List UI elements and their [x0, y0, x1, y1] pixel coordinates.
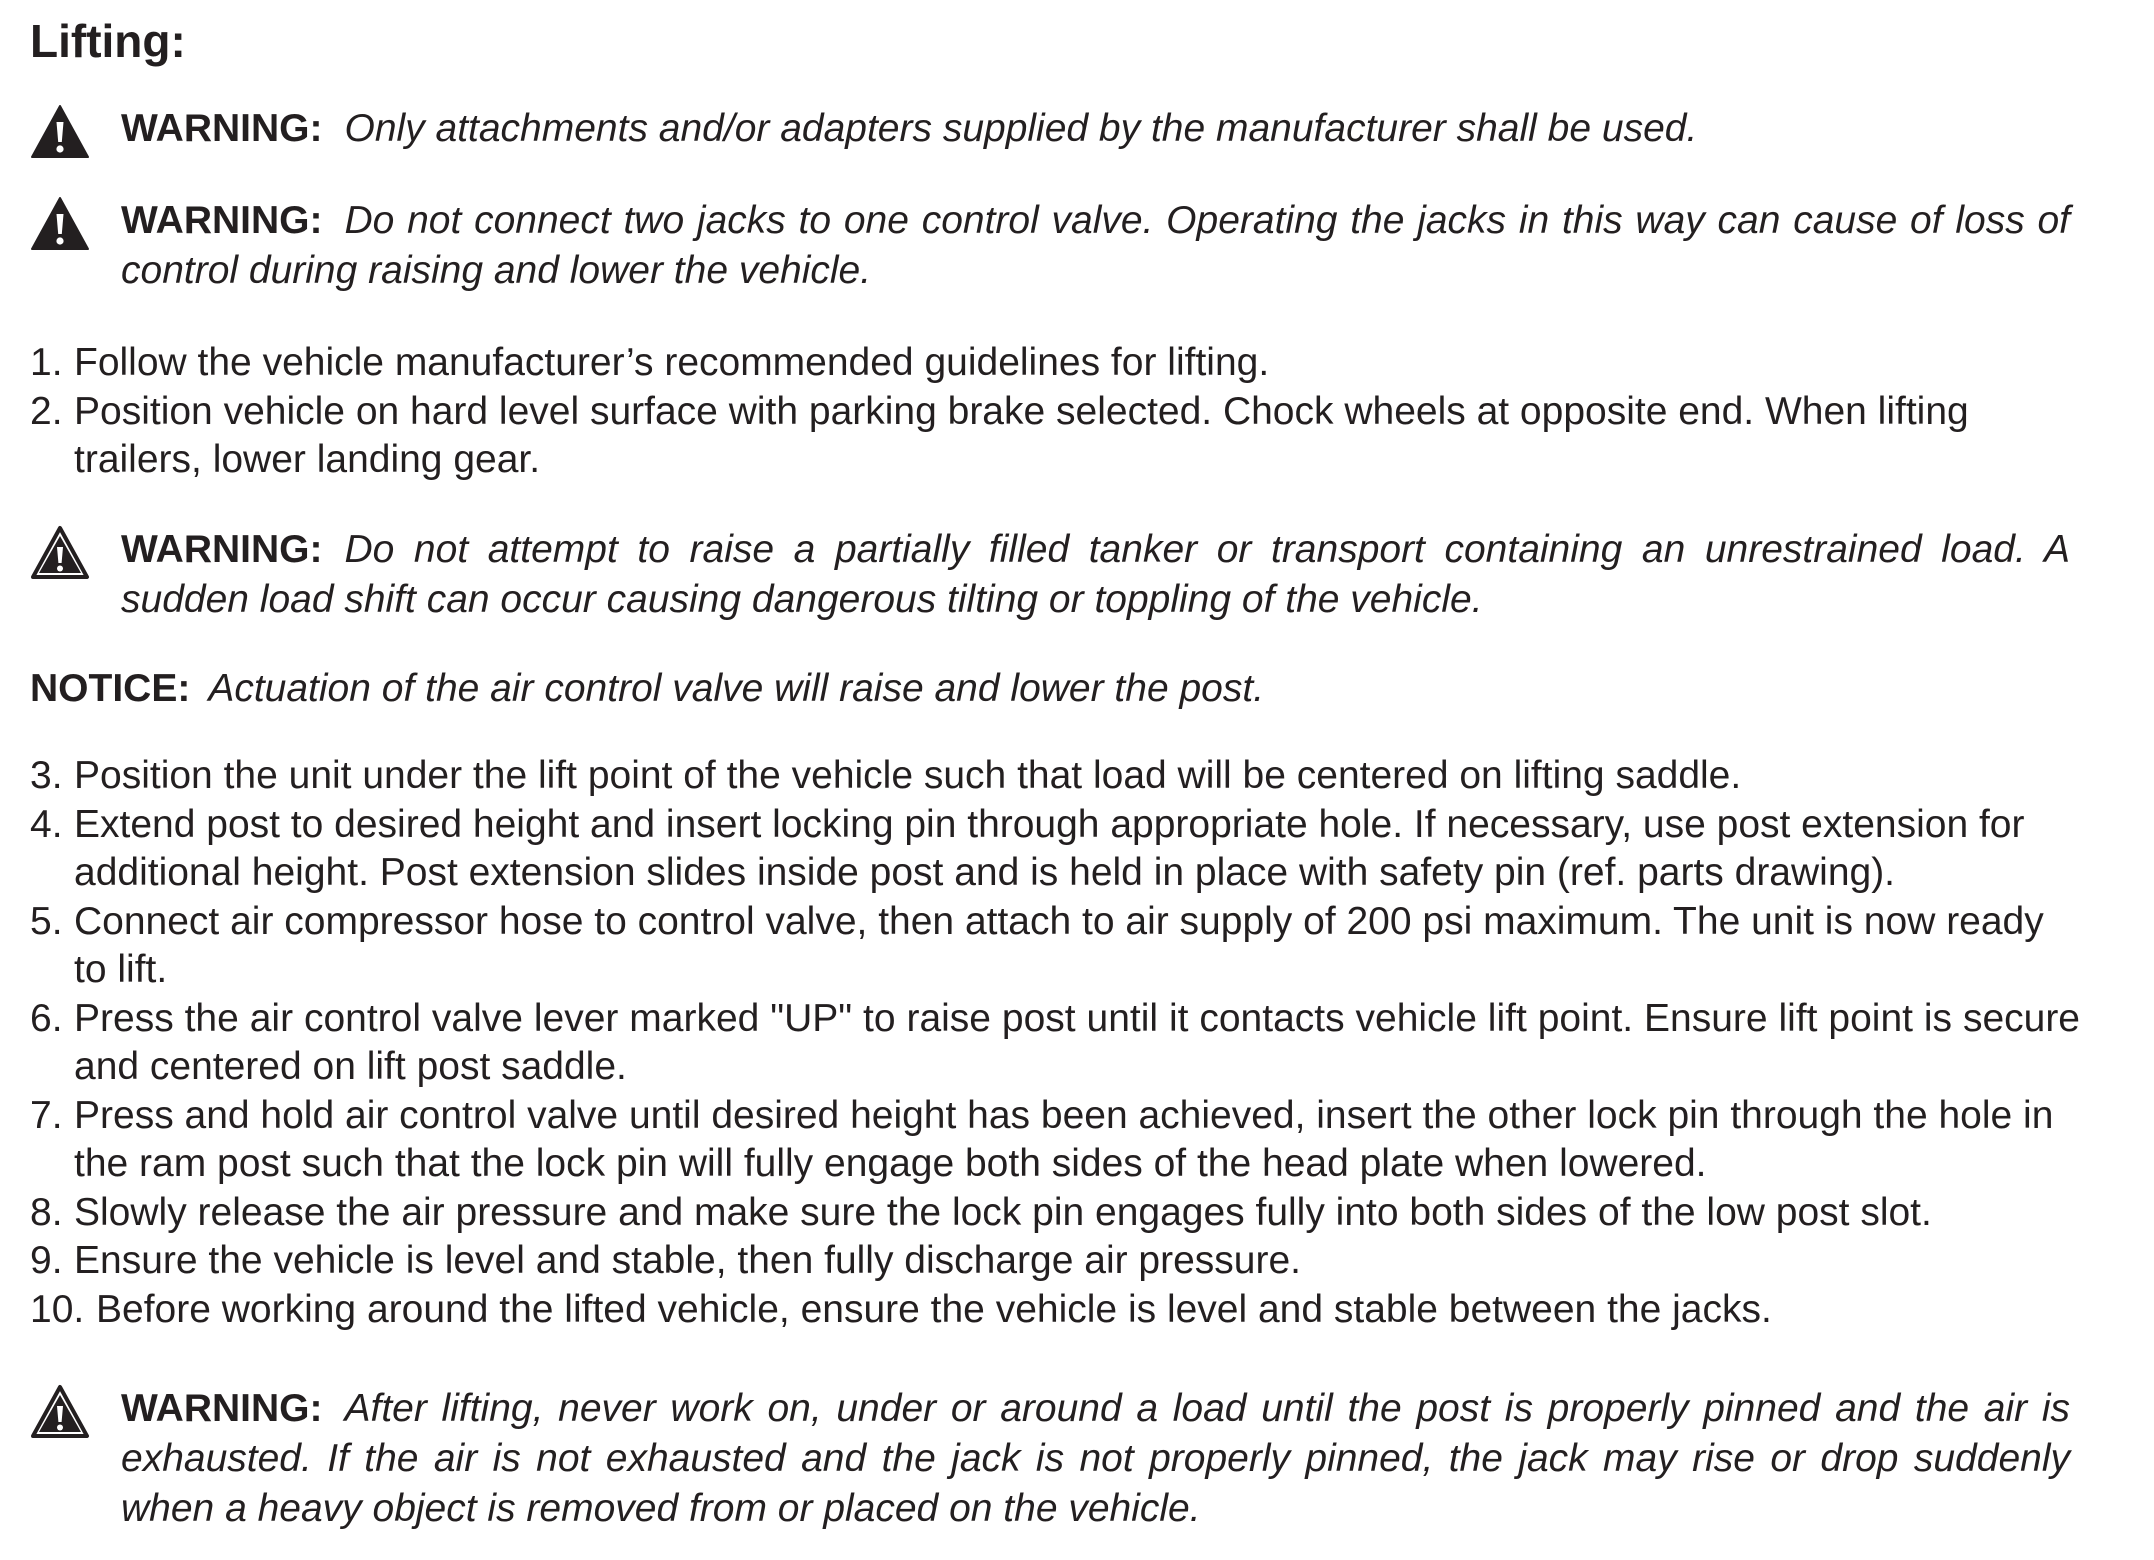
list-item	[30, 1189, 2080, 1238]
warning-label: WARNING:	[121, 107, 323, 150]
step-number: 7.	[30, 1093, 63, 1137]
step-text: Position the unit under the lift point of the vehicle such that load will be centered on lifting saddle.	[74, 754, 1742, 797]
list-item	[30, 898, 2080, 995]
list-item	[30, 752, 2080, 801]
list-item	[30, 1092, 2080, 1189]
steps-list	[30, 339, 2080, 485]
step-number: 2.	[30, 389, 63, 433]
notice-block	[30, 664, 2070, 714]
step-number: 4.	[30, 802, 63, 846]
warning-body: Do not connect two jacks to one control valve. Operating the jacks in this way can cause of loss of control during raising and lower the vehicle.	[121, 199, 2070, 292]
warning-label: WARNING:	[121, 1387, 323, 1430]
list-item	[30, 1286, 2080, 1335]
step-number: 8.	[30, 1190, 63, 1234]
warning-text	[121, 196, 2070, 296]
section-title: Lifting:	[30, 15, 186, 67]
list-item	[30, 339, 2080, 388]
warning-text	[121, 104, 2070, 154]
warning-label: WARNING:	[121, 528, 323, 571]
warning-triangle-icon	[30, 525, 90, 581]
step-number: 1.	[30, 341, 63, 384]
step-text: Ensure the vehicle is level and stable, then fully discharge air pressure.	[74, 1239, 1301, 1282]
warning-label: WARNING:	[121, 199, 323, 242]
step-number: 6.	[30, 996, 63, 1040]
step-number: 10.	[30, 1287, 85, 1331]
list-item	[30, 388, 2080, 485]
warning-triangle-icon	[30, 196, 90, 252]
step-text: Slowly release the air pressure and make sure the lock pin engages fully into both sides of the low post slot.	[74, 1190, 1932, 1234]
warning-triangle-icon	[30, 1384, 90, 1440]
warning-triangle-icon	[30, 104, 90, 160]
warning-body: Only attachments and/or adapters supplied by the manufacturer shall be used.	[344, 107, 1698, 150]
list-item	[30, 995, 2080, 1092]
step-text: Extend post to desired height and insert locking pin through appropriate hole. If necessary, use post extension for additional height. Post extension slides inside post and is held in place with safety pin (ref. parts drawing).	[74, 802, 2025, 894]
step-number: 3.	[30, 754, 63, 797]
step-text: Before working around the lifted vehicle, ensure the vehicle is level and stable between the jacks.	[96, 1287, 1772, 1331]
step-text: Position vehicle on hard level surface with parking brake selected. Chock wheels at opposite end. When lifting trailers, lower landing gear.	[74, 389, 1969, 481]
warning-text	[121, 525, 2070, 625]
steps-list	[30, 752, 2080, 1334]
warning-body: After lifting, never work on, under or around a load until the post is properly pinned and the air is exhausted. If the air is not exhausted and the jack is not properly pinned, the jack may rise or drop suddenly when a heavy object is removed from or placed on the vehicle.	[121, 1387, 2070, 1530]
step-text: Follow the vehicle manufacturer’s recommended guidelines for lifting.	[74, 341, 1270, 384]
list-item	[30, 801, 2080, 898]
list-item	[30, 1237, 2080, 1286]
notice-body: Actuation of the air control valve will raise and lower the post.	[208, 667, 1265, 710]
notice-label: NOTICE:	[30, 667, 191, 710]
step-text: Press the air control valve lever marked "UP" to raise post until it contacts vehicle lift point. Ensure lift point is secure and centered on lift post saddle.	[74, 996, 2080, 1088]
warning-text	[121, 1384, 2070, 1534]
step-number: 9.	[30, 1239, 63, 1282]
step-number: 5.	[30, 899, 63, 943]
step-text: Connect air compressor hose to control valve, then attach to air supply of 200 psi maximum. The unit is now ready to lift.	[74, 899, 2044, 991]
warning-body: Do not attempt to raise a partially filled tanker or transport containing an unrestrained load. A sudden load shift can occur causing dangerous tilting or toppling of the vehicle.	[121, 528, 2070, 621]
step-text: Press and hold air control valve until desired height has been achieved, insert the other lock pin through the hole in the ram post such that the lock pin will fully engage both sides of the head plate when lowered.	[74, 1093, 2054, 1185]
